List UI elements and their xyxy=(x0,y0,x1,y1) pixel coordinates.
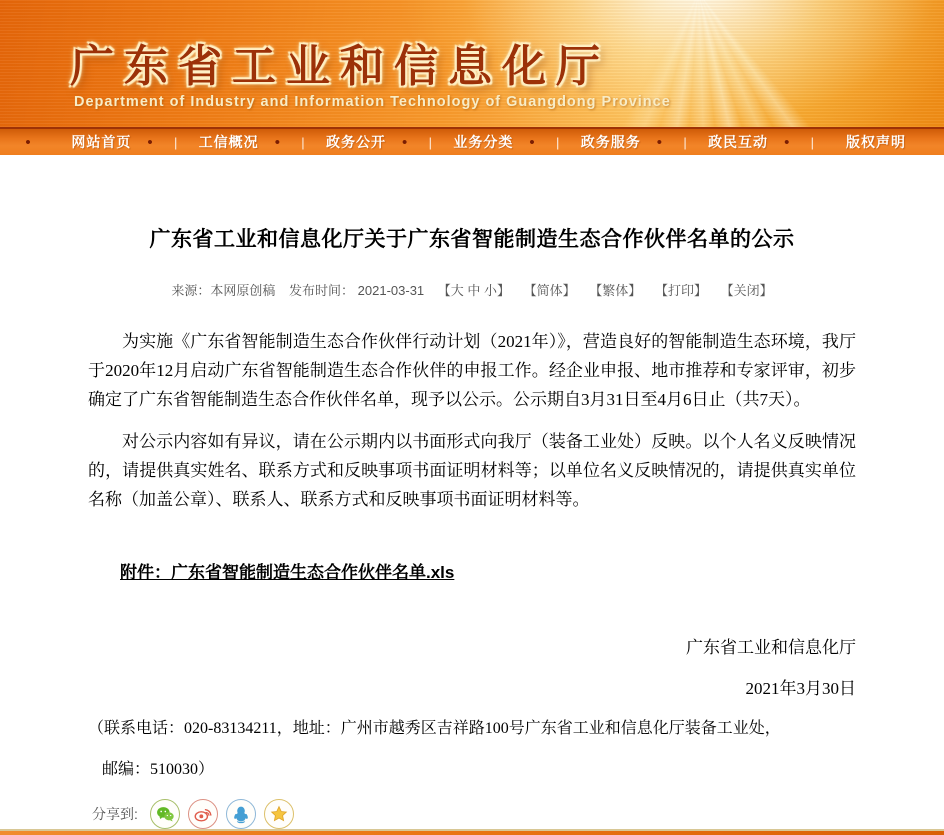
site-subtitle-english: Department of Industry and Information Technology of Guangdong Province xyxy=(74,94,671,110)
print-button[interactable]: 【打印】 xyxy=(654,283,707,298)
weibo-icon xyxy=(193,804,213,824)
share-label: 分享到: xyxy=(92,806,138,822)
star-icon xyxy=(269,804,289,824)
attachment-row xyxy=(88,558,856,583)
nav-item-public-interaction[interactable]: 政民互动 xyxy=(708,134,769,150)
nav-item-business-categories[interactable]: 业务分类 xyxy=(453,134,514,150)
font-size-control[interactable]: 【大 中 小】 xyxy=(437,283,511,298)
nav-separator: | xyxy=(810,134,815,150)
header-banner xyxy=(0,0,944,127)
nav-bullet: • xyxy=(147,133,153,151)
nav-bullet: • xyxy=(402,133,408,151)
article-title: 广东省工业和信息化厅关于广东省智能制造生态合作伙伴名单的公示 xyxy=(149,228,795,251)
share-weibo-button[interactable] xyxy=(188,799,218,829)
share-qzone-button[interactable] xyxy=(264,799,294,829)
nav-bullet: • xyxy=(274,133,280,151)
article-meta xyxy=(88,280,856,299)
share-qq-button[interactable] xyxy=(226,799,256,829)
nav-separator: | xyxy=(173,134,178,150)
nav-item-gov-services[interactable]: 政务服务 xyxy=(580,134,641,150)
share-bar xyxy=(88,799,856,829)
nav-separator: | xyxy=(555,134,560,150)
nav-separator: | xyxy=(301,134,305,150)
share-wechat-button[interactable] xyxy=(150,799,180,829)
article-paragraph: 为实施《广东省智能制造生态合作伙伴行动计划（2021年）》，营造良好的智能制造生态环境，我厅于2020年12月启动广东省智能制造生态合作伙伴的申报工作。经企业申报、地市推荐和专家评审，初步确定了广东省智能制造生态合作伙伴名单，现予以公示。公示期自3月31日至4月6日止（共7天）。 xyxy=(88,332,856,409)
main-navigation xyxy=(0,127,944,155)
nav-bullet: • xyxy=(784,133,790,151)
nav-separator: | xyxy=(683,134,687,150)
meta-source: 来源：本网原创稿 xyxy=(171,283,276,298)
footer-bar xyxy=(0,829,944,835)
signature-department: 广东省工业和信息化厅 xyxy=(686,638,856,657)
nav-bullet: • xyxy=(656,133,662,151)
nav-bullet: • xyxy=(529,133,535,151)
site-title: 广东省工业和信息化厅 xyxy=(70,42,610,91)
nav-item-home[interactable]: 网站首页 xyxy=(71,134,132,150)
contact-line-2: 邮编：510030） xyxy=(102,761,215,778)
nav-item-gov-disclosure[interactable]: 政务公开 xyxy=(326,134,387,150)
contact-info xyxy=(88,716,856,783)
attachment-link[interactable]: 附件：广东省智能制造生态合作伙伴名单.xls xyxy=(120,563,455,582)
signature-date: 2021年3月30日 xyxy=(745,679,856,698)
qq-icon xyxy=(231,804,251,824)
nav-separator: | xyxy=(428,134,433,150)
nav-item-overview[interactable]: 工信概况 xyxy=(198,134,259,150)
wechat-icon xyxy=(155,804,175,824)
signature-block xyxy=(88,633,856,699)
article-paragraph: 对公示内容如有异议，请在公示期内以书面形式向我厅（装备工业处）反映。以个人名义反映情况的，请提供真实姓名、联系方式和反映事项书面证明材料等；以单位名义反映情况的，请提供真实单位名称（加盖公章）、联系人、联系方式和反映事项书面证明材料等。 xyxy=(88,432,856,509)
nav-lead-bullet: • xyxy=(25,133,31,151)
simplified-chinese-button[interactable]: 【简体】 xyxy=(523,283,576,298)
traditional-chinese-button[interactable]: 【繁体】 xyxy=(589,283,642,298)
meta-publish-time: 发布时间： 2021-03-31 xyxy=(289,283,425,298)
contact-line-1: （联系电话：020-83134211，地址：广州市越秀区吉祥路100号广东省工业和信息化厅装备工业处， xyxy=(88,720,781,737)
close-button[interactable]: 【关闭】 xyxy=(720,283,773,298)
nav-item-copyright[interactable]: 版权声明 xyxy=(846,134,907,150)
article-content xyxy=(0,155,944,829)
